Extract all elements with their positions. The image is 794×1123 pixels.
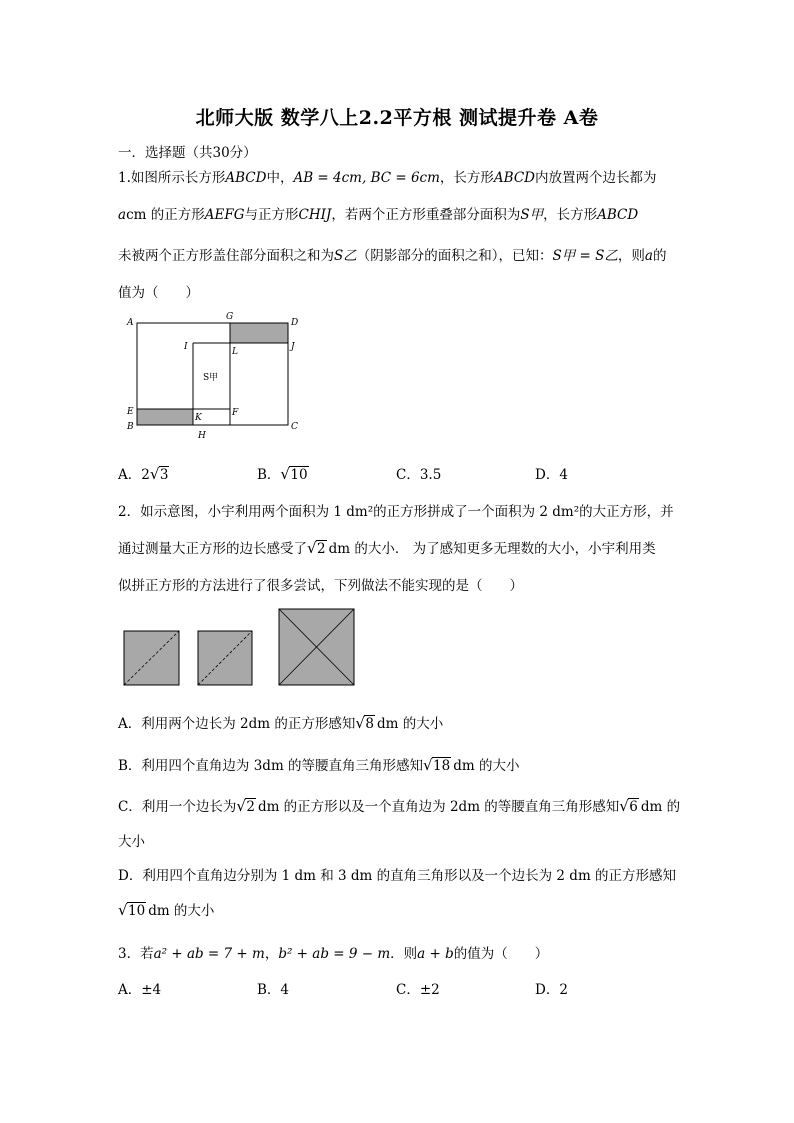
- label-I: I: [184, 342, 188, 352]
- shaded-region-bottom: [137, 409, 193, 425]
- q2-figure: [118, 605, 358, 690]
- label-A: A: [127, 318, 134, 328]
- section-heading: 一．选择题（共30分）: [118, 145, 257, 161]
- q1-option-c: C．3.5: [396, 467, 442, 483]
- q2-option-b: B．利用四个直角边为 3dm 的等腰直角三角形感知 √ 18 dm 的大小: [118, 756, 520, 774]
- q3-line1: 3．若a² + ab = 7 + m，b² + ab = 9 − m．则a + b的值为（ ）: [118, 946, 549, 962]
- q2-option-a: A．利用两个边长为 2dm 的正方形感知 √ 8 dm 的大小: [118, 714, 444, 732]
- q1-line2: acm 的正方形AEFG与正方形CHIJ，若两个正方形重叠部分面积为S甲，长方形ABCD: [118, 207, 639, 223]
- q2-option-d-line2: √ 10 dm 的大小: [118, 901, 215, 919]
- q2-line2: 通过测量大正方形的边长感受了 √ 2 dm 的大小． 为了感知更多无理数的大小，小宇利用类: [118, 539, 656, 557]
- label-E: E: [127, 407, 134, 417]
- q2-option-d: D．利用四个直角边分别为 1 dm 和 3 dm 的直角三角形以及一个边长为 2 dm 的正方形感知: [118, 868, 677, 884]
- q1-option-b: B． √ 10: [257, 465, 308, 483]
- q2-option-c-line2: 大小: [118, 834, 145, 850]
- q2-line3: 似拼正方形的方法进行了很多尝试，下列做法不能实现的是（ ）: [118, 578, 523, 594]
- q3-option-d: D．2: [535, 982, 568, 998]
- label-G: G: [226, 312, 234, 322]
- q3-option-a: A．±4: [118, 982, 162, 998]
- q2-line1: 2．如示意图，小宇利用两个面积为 1 dm²的正方形拼成了一个面积为 2 dm²的大正方形，并: [118, 504, 674, 520]
- label-B: B: [127, 422, 134, 432]
- q1-option-d: D．4: [535, 467, 568, 483]
- q3-option-c: C．±2: [396, 982, 440, 998]
- page-title: 北师大版 数学八上2.2平方根 测试提升卷 A卷: [195, 107, 599, 129]
- label-L: L: [232, 347, 238, 357]
- q3-option-b: B．4: [257, 982, 290, 998]
- q1-figure: [118, 308, 318, 446]
- q1-line3: 未被两个正方形盖住部分面积之和为S乙（阴影部分的面积之和），已知：S甲 = S乙，则a的: [118, 248, 667, 264]
- q2-option-c: C．利用一个边长为 √ 2 dm 的正方形以及一个直角边为 2dm 的等腰直角三角形感知 √ 6 dm 的: [118, 797, 681, 815]
- label-H: H: [198, 431, 206, 441]
- label-C: C: [291, 422, 298, 432]
- label-J: J: [291, 342, 295, 352]
- q1-option-a: A．2 √ 3: [118, 465, 169, 483]
- shaded-region-top: [230, 323, 288, 343]
- label-D: D: [291, 318, 299, 328]
- label-F: F: [232, 408, 239, 418]
- label-K: K: [195, 413, 202, 423]
- q1-line1: 1.如图所示长方形ABCD中，AB = 4cm, BC = 6cm，长方形ABCD内放置两个边长都为: [118, 170, 657, 186]
- label-S-jia: S甲: [203, 373, 219, 383]
- q1-line4: 值为（ ）: [118, 285, 199, 301]
